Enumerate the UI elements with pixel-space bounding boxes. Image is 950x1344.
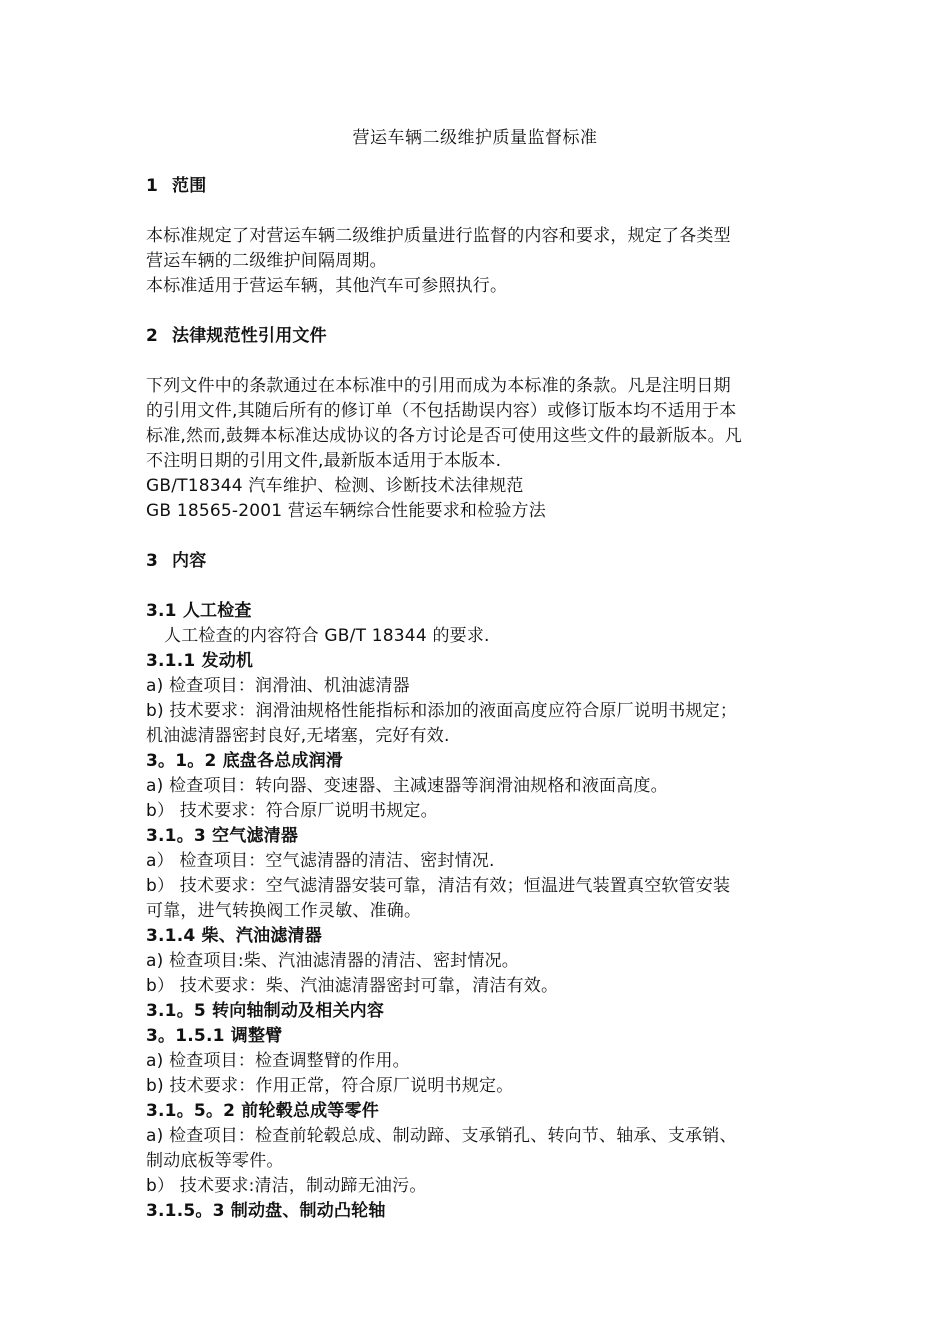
paragraph-line: 机油滤清器密封良好,无堵塞，完好有效. [146, 726, 450, 746]
list-item: a) 检查项目：润滑油、机油滤清器 [146, 676, 410, 696]
subsection-heading: 3.1.4 柴、汽油滤清器 [146, 926, 322, 946]
list-item: b） 技术要求：符合原厂说明书规定。 [146, 801, 438, 821]
paragraph-line: 标准,然而,鼓舞本标准达成协议的各方讨论是否可使用这些文件的最新版本。凡 [146, 426, 743, 446]
list-item: b） 技术要求：柴、汽油滤清器密封可靠，清洁有效。 [146, 976, 559, 996]
document-title: 营运车辆二级维护质量监督标准 [352, 128, 598, 148]
list-item: a) 检查项目:柴、汽油滤清器的清洁、密封情况。 [146, 951, 519, 971]
subsection-heading: 3.1 人工检查 [146, 601, 252, 621]
document-body [146, 174, 816, 1224]
paragraph-line: 人工检查的内容符合 GB/T 18344 的要求. [164, 626, 490, 646]
subsection-heading: 3。1。2 底盘各总成润滑 [146, 751, 344, 771]
paragraph-line: 制动底板等零件。 [146, 1151, 284, 1171]
paragraph-line: 的引用文件,其随后所有的修订单（不包括勘误内容）或修订版本均不适用于本 [146, 401, 737, 421]
section-number: 3 [146, 551, 159, 571]
section-3-heading [146, 549, 816, 574]
section-number: 2 [146, 326, 159, 346]
list-item: b) 技术要求：润滑油规格性能指标和添加的液面高度应符合原厂说明书规定； [146, 701, 738, 721]
list-item: a) 检查项目：检查前轮毂总成、制动蹄、支承销孔、转向节、轴承、支承销、 [146, 1126, 737, 1146]
list-item: a） 检查项目：空气滤清器的清洁、密封情况. [146, 851, 495, 871]
subsection-heading: 3.1。5 转向轴制动及相关内容 [146, 1001, 385, 1021]
list-item: a) 检查项目：检查调整臂的作用。 [146, 1051, 410, 1071]
subsection-heading: 3.1。5。2 前轮毂总成等零件 [146, 1101, 379, 1121]
section-1-heading [146, 174, 816, 199]
paragraph-line: 营运车辆的二级维护间隔周期。 [146, 251, 387, 271]
section-title: 内容 [172, 551, 207, 571]
subsection-heading: 3.1。3 空气滤清器 [146, 826, 299, 846]
paragraph-line: 本标准适用于营运车辆，其他汽车可参照执行。 [146, 276, 508, 296]
list-item: b） 技术要求:清洁，制动蹄无油污。 [146, 1176, 427, 1196]
section-2-heading [146, 324, 816, 349]
section-number: 1 [146, 176, 159, 196]
subsection-heading: 3.1.5。3 制动盘、制动凸轮轴 [146, 1201, 386, 1221]
paragraph-line: 可靠，进气转换阀工作灵敏、准确。 [146, 901, 422, 921]
paragraph-line: 不注明日期的引用文件,最新版本适用于本版本. [146, 451, 502, 471]
reference-item: GB/T18344 汽车维护、检测、诊断技术法律规范 [146, 476, 524, 496]
paragraph-line: 下列文件中的条款通过在本标准中的引用而成为本标准的条款。凡是注明日期 [146, 376, 731, 396]
paragraph-line: 本标准规定了对营运车辆二级维护质量进行监督的内容和要求，规定了各类型 [146, 226, 731, 246]
reference-item: GB 18565-2001 营运车辆综合性能要求和检验方法 [146, 501, 546, 521]
section-title: 范围 [172, 176, 207, 196]
subsection-heading: 3.1.1 发动机 [146, 651, 254, 671]
list-item: b) 技术要求：作用正常，符合原厂说明书规定。 [146, 1076, 514, 1096]
list-item: a) 检查项目：转向器、变速器、主减速器等润滑油规格和液面高度。 [146, 776, 668, 796]
section-title: 法律规范性引用文件 [172, 326, 327, 346]
list-item: b） 技术要求：空气滤清器安装可靠，清洁有效；恒温进气装置真空软管安装 [146, 876, 731, 896]
subsection-heading: 3。1.5.1 调整臂 [146, 1026, 283, 1046]
